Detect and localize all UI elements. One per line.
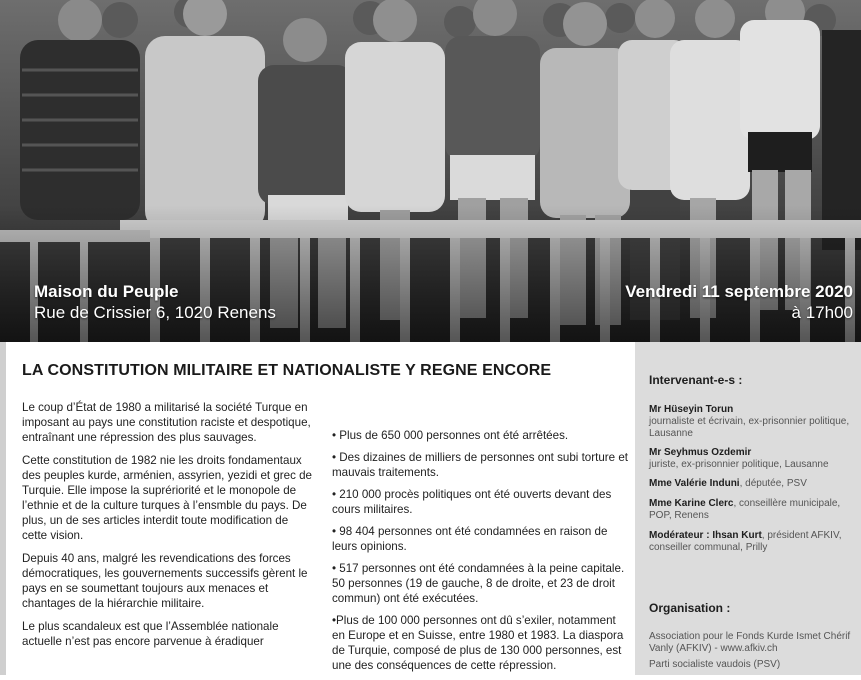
article-column-left <box>22 400 314 657</box>
speaker-role: , députée, PSV <box>739 478 807 489</box>
article-column-right <box>332 428 628 680</box>
speaker-entry <box>649 404 854 440</box>
speaker-role: juriste, ex-prisonnier politique, Lausanne <box>649 459 829 470</box>
fact-bullet: • 210 000 procès politiques ont été ouverts devant des cours militaires. <box>332 488 612 516</box>
event-date: Vendredi 11 septembre 2020 <box>625 282 853 301</box>
article-paragraph: Le plus scandaleux est que l’Assemblée nationale actuelle n’est pas encore parvenue à éradiquer <box>22 620 279 648</box>
speaker-name: Mme Valérie Induni <box>649 478 740 489</box>
speakers-heading: Intervenant-e-s : <box>649 373 743 387</box>
fact-bullet: • Plus de 650 000 personnes ont été arrêtées. <box>332 429 569 442</box>
speaker-entry <box>649 447 854 471</box>
event-time: à 17h00 <box>791 303 853 322</box>
fact-bullet: • Des dizaines de milliers de personnes ont subi torture et mauvais traitements. <box>332 451 628 479</box>
article-paragraph: Cette constitution de 1982 nie les droits fondamentaux des peuples kurde, arménien, assyrien, yezidi et grec de Turquie. Elle impose la suprériorité et le monopole de l’ethnie et de la culture turques à l’ensmble du pays. De plus, un de ses articles interdit toute modification de cette vision. <box>22 454 313 542</box>
organisation-entry: Association pour le Fonds Kurde Ismet Chérif Vanly (AFKIV) - www.afkiv.ch <box>649 631 851 654</box>
organisation-entry: Parti socialiste vaudois (PSV) <box>649 659 781 670</box>
event-datetime <box>625 281 853 324</box>
speaker-name: Mr Hüseyin Torun <box>649 404 734 415</box>
article <box>6 342 635 675</box>
article-headline: LA CONSTITUTION MILITAIRE ET NATIONALISTE Y REGNE ENCORE <box>22 362 552 379</box>
sidebar <box>635 342 861 675</box>
fact-bullet: •Plus de 100 000 personnes ont dû s’exiler, notamment en Europe et en Suisse, entre 1980 et 1983. La diaspora de Turquie, composé de plus de 130 000 personnes, est une des conséquences de cette répression. <box>332 614 624 672</box>
speaker-role: , conseillère municipale, POP, Renens <box>649 498 841 521</box>
speaker-name: Mme Karine Clerc <box>649 498 734 509</box>
venue-address: Rue de Crissier 6, 1020 Renens <box>34 303 276 322</box>
speaker-entry <box>649 498 854 522</box>
venue-name: Maison du Peuple <box>34 282 179 301</box>
speaker-entry <box>649 478 854 490</box>
fact-bullet: • 98 404 personnes ont été condamnées en raison de leurs opinions. <box>332 525 608 553</box>
speaker-role: journaliste et écrivain, ex-prisonnier politique, Lausanne <box>649 416 850 439</box>
fact-bullet: • 517 personnes ont été condamnées à la peine capitale. 50 personnes (19 de gauche, 8 de droite, et 23 de droit commun) ont été exécutées. <box>332 562 625 605</box>
speaker-entry <box>649 530 854 554</box>
event-location <box>34 281 276 324</box>
speaker-name: Modérateur : Ihsan Kurt <box>649 530 762 541</box>
speaker-role: , président AFKIV, conseiller communal, Prilly <box>649 530 842 553</box>
article-paragraph: Le coup d’État de 1980 a militarisé la société Turque en imposant au pays une constitution raciste et despotique, entraînant une répression des plus sauvages. <box>22 401 311 444</box>
organisation-heading: Organisation : <box>649 601 731 615</box>
article-paragraph: Depuis 40 ans, malgré les revendications des forces démocratiques, les gouvernements successifs gèrent le pays en se soumettant toujours aux menaces et chantages de la hiérarchie militaire. <box>22 552 308 610</box>
speaker-name: Mr Seyhmus Ozdemir <box>649 447 752 458</box>
